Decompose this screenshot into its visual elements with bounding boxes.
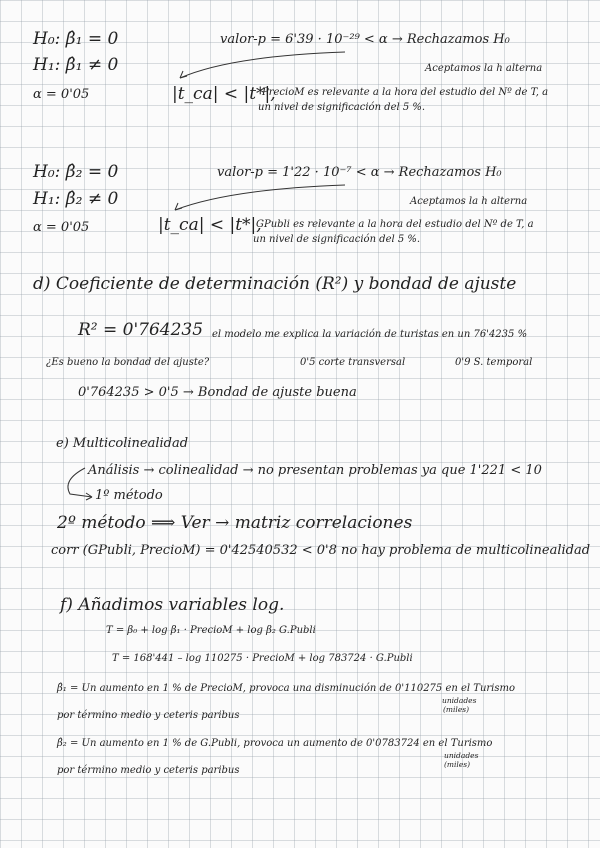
pvalue-1: valor-p = 6'39 · 10⁻²⁹ < α → Rechazamos H₀ xyxy=(220,32,510,47)
curved-arrow-2-head xyxy=(175,203,182,210)
beta1-units-paren: (miles) xyxy=(443,705,470,714)
conclusion-2b: un nivel de significación del 5 %. xyxy=(253,234,421,245)
method-2: 2º método ⟹ Ver → matriz correlaciones xyxy=(57,513,413,533)
curved-arrow-1 xyxy=(180,52,345,78)
goodness-compare: 0'764235 > 0'5 → Bondad de ajuste buena xyxy=(78,385,357,400)
alpha-2: α = 0'05 xyxy=(33,220,90,235)
pvalue-2: valor-p = 1'22 · 10⁻⁷ < α → Rechazamos H₀ xyxy=(217,165,502,180)
beta1-ceteris: por término medio y ceteris paribus xyxy=(57,710,240,721)
conclusion-2: GPubli es relevante a la hora del estudio del Nº de T, a xyxy=(256,219,534,230)
collinearity-analysis: Análisis → colinealidad → no presentan problemas ya que 1'221 < 10 xyxy=(88,463,542,478)
curved-arrow-2 xyxy=(175,185,345,210)
t-compare-1: |t_ca| < |t*|, xyxy=(172,84,276,104)
h1-beta1: H₁: β̂₁ ≠ 0 xyxy=(33,55,119,75)
beta2-units-paren: (miles) xyxy=(444,760,471,769)
accept-1: Aceptamos la h alterna xyxy=(425,63,543,74)
r2-explanation: el modelo me explica la variación de turistas en un 76'4235 % xyxy=(212,329,528,340)
method-1: 1º método xyxy=(95,488,163,503)
conclusion-1b: un nivel de significación del 5 %. xyxy=(258,102,426,113)
accept-2: Aceptamos la h alterna xyxy=(410,196,528,207)
alpha-1: α = 0'05 xyxy=(33,87,90,102)
curved-arrow-1-head xyxy=(180,71,187,78)
beta2-units: unidades xyxy=(444,751,479,760)
r2-value: R² = 0'764235 xyxy=(78,320,204,340)
beta1-interpretation: β̂₁ = Un aumento en 1 % de PrecioM, provoca una disminución de 0'110275 en el Turismo xyxy=(57,683,516,694)
section-f-title: f) Añadimos variables log. xyxy=(60,595,285,615)
section-e-title: e) Multicolinealidad xyxy=(56,436,189,451)
beta2-ceteris: por término medio y ceteris paribus xyxy=(57,765,240,776)
h1-beta2: H₁: β̂₂ ≠ 0 xyxy=(33,189,119,209)
correlation: corr (GPubli, PrecioM) = 0'42540532 < 0'8 no hay problema de multicolinealidad xyxy=(51,543,591,558)
section-d-title: d) Coeficiente de determinación (R²) y bondad de ajuste xyxy=(33,274,517,294)
log-model: T = β₀ + log β₁ · PrecioM + log β₂ G.Publi xyxy=(106,625,316,636)
h0-beta1: H₀: β̂₁ = 0 xyxy=(33,29,119,49)
goodness-question: ¿Es bueno la bondad del ajuste? xyxy=(46,357,210,368)
cross-section: 0'5 corte transversal xyxy=(300,357,406,368)
beta1-units: unidades xyxy=(442,696,477,705)
loop-arrow-e xyxy=(68,468,92,497)
beta2-interpretation: β̂₂ = Un aumento en 1 % de G.Publi, provoca un aumento de 0'0783724 en el Turismo xyxy=(57,738,493,749)
conclusion-1: PrecioM es relevante a la hora del estudio del Nº de T, a xyxy=(262,87,549,98)
h0-beta2: H₀: β̂₂ = 0 xyxy=(33,162,119,182)
log-model-estimated: T = 168'441 – log 110275 · PrecioM + log 783724 · G.Publi xyxy=(112,653,413,664)
temporal-series: 0'9 S. temporal xyxy=(455,357,533,368)
t-compare-2: |t_ca| < |t*|, xyxy=(158,215,262,235)
